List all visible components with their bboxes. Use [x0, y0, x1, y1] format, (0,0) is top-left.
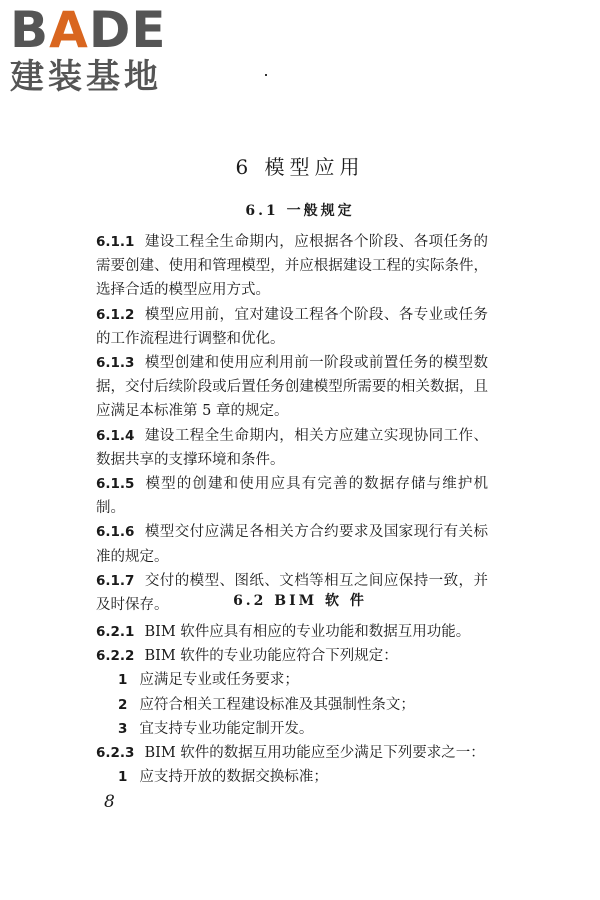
section-title-bim-software: 6.2 BIM 软 件 — [233, 593, 367, 609]
chapter-title: 6 模型应用 — [235, 155, 365, 179]
clause-6-1-6: 6.1.6 模型交付应满足各相关方合约要求及国家现行有关标准的规定。 — [96, 524, 488, 565]
section-bim-body — [96, 620, 488, 789]
page-number: 8 — [104, 792, 115, 812]
clause-6-2-3: 6.2.3 BIM 软件的数据互用功能应至少满足下列要求之一： — [96, 745, 485, 762]
section-title-general: 6.1 一般规定 — [245, 203, 355, 219]
clause-6-1-1: 6.1.1 建设工程全生命期内，应根据各个阶段、各项任务的需要创建、使用和管理模型，并应根据建设工程的实际条件，选择合适的模型应用方式。 — [96, 234, 488, 299]
clause-6-1-4: 6.1.4 建设工程全生命期内，相关方应建立实现协同工作、数据共享的支撑环境和条件。 — [96, 427, 488, 468]
logo-chinese-name: 建装基地 — [10, 57, 162, 97]
logo-wordmark: BADE — [10, 1, 167, 59]
clause-6-2-2-item: 1 应满足专业或任务要求； — [118, 672, 299, 689]
clause-6-1-2: 6.1.2 模型应用前，宜对建设工程各个阶段、各专业或任务的工作流程进行调整和优化。 — [96, 306, 488, 347]
bade-logo — [10, 2, 167, 96]
clause-6-2-1: 6.2.1 BIM 软件应具有相应的专业功能和数据互用功能。 — [96, 624, 471, 640]
section-general-body — [96, 230, 488, 617]
clause-6-2-2-item: 3 宜支持专业功能定制开发。 — [118, 720, 314, 737]
clause-6-2-2-item: 2 应符合相关工程建设标准及其强制性条文； — [118, 696, 415, 713]
speck — [265, 74, 267, 76]
clause-6-1-5: 6.1.5 模型的创建和使用应具有完善的数据存储与维护机制。 — [96, 476, 488, 517]
clause-6-2-3-item: 1 应支持开放的数据交换标准； — [118, 769, 328, 786]
clause-6-1-7: 6.1.7 交付的模型、图纸、文档等相互之间应保持一致，并及时保存。 — [96, 572, 488, 614]
clause-6-1-3: 6.1.3 模型创建和使用应利用前一阶段或前置任务的模型数据，交付后续阶段或后置任务创建模型所需要的相关数据，且应满足本标准第 5 章的规定。 — [96, 355, 488, 420]
clause-6-2-2: 6.2.2 BIM 软件的专业功能应符合下列规定： — [96, 648, 398, 665]
